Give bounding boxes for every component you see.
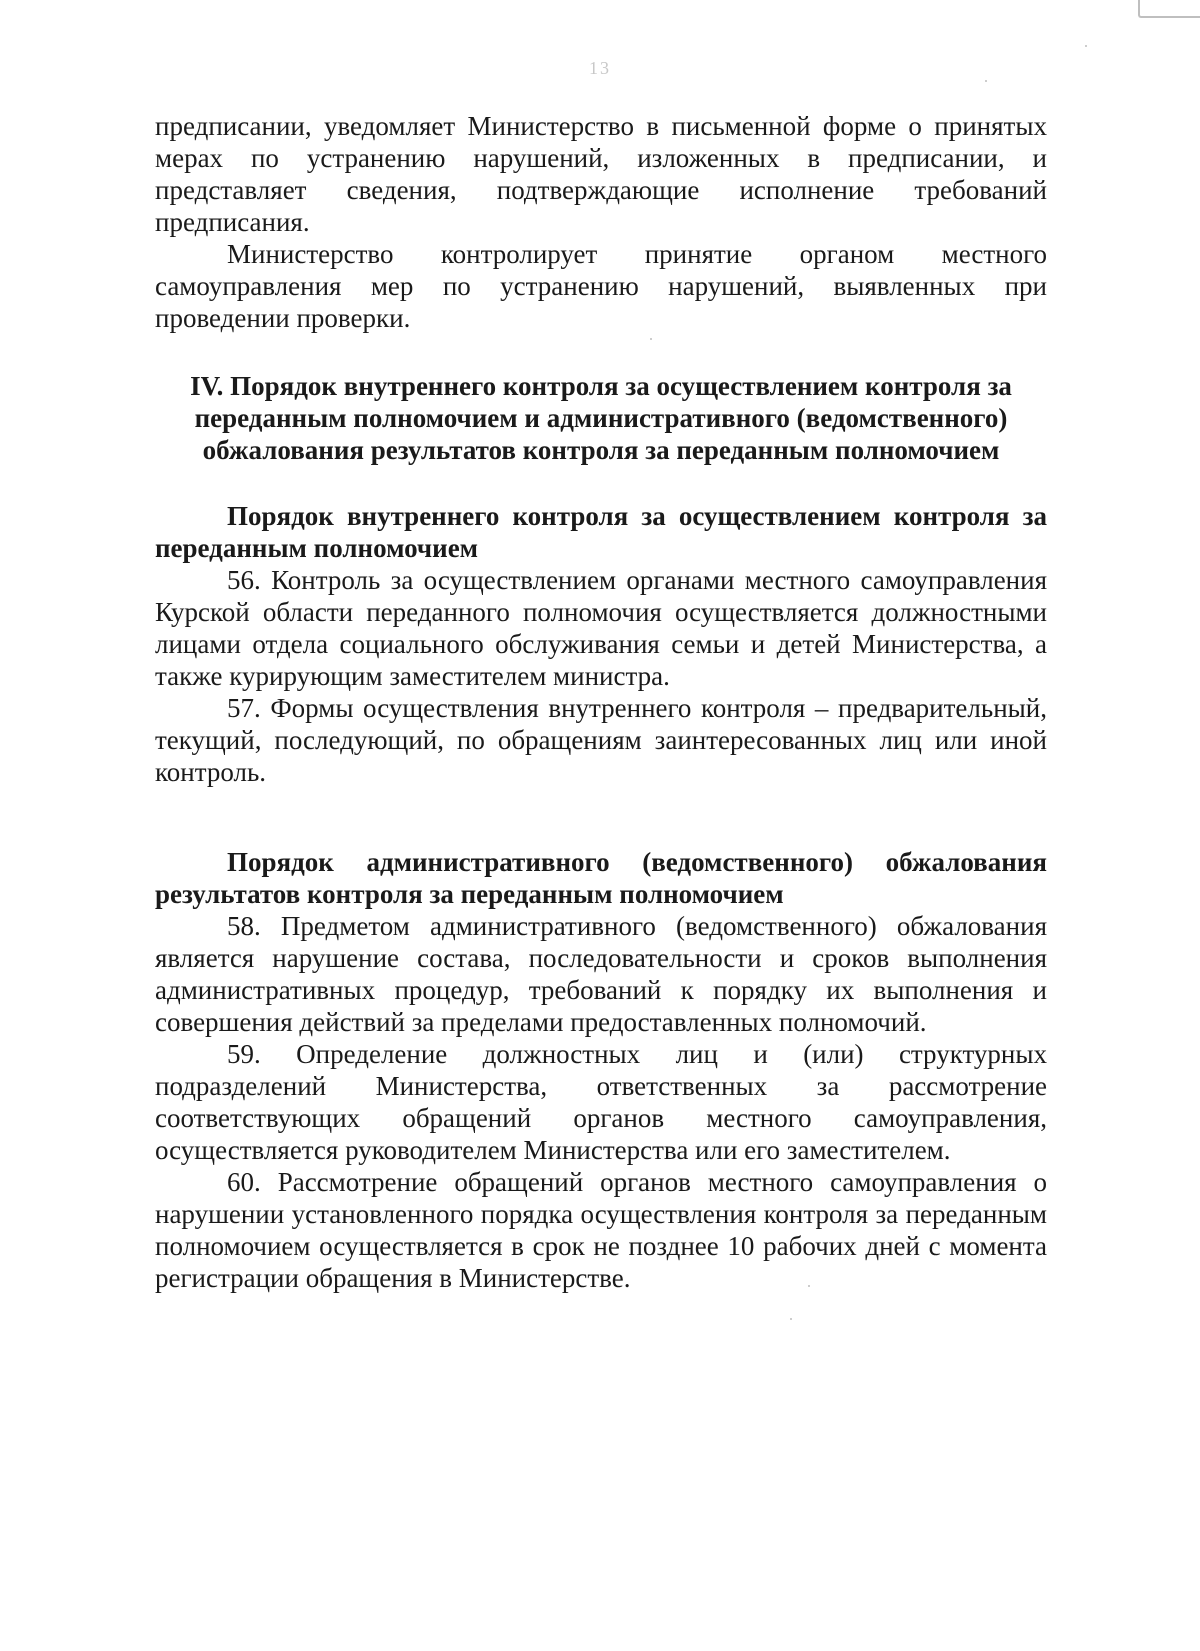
scan-speck (808, 1285, 810, 1287)
section-iv-title: IV. Порядок внутреннего контроля за осуществлением контроля за переданным полномочием и административного (ведомственного) обжалования результатов контроля за переданным полномочием (190, 371, 1012, 465)
paragraph-56: 56. Контроль за осуществлением органами местного самоуправления Курской области переданного полномочия осуществляется должностными лицами отдела социального обслуживания семьи и детей Министерства, а также курирующим заместителем министра. (155, 565, 1047, 691)
document-body (155, 110, 1047, 1294)
scan-speck (790, 1318, 792, 1320)
scan-speck (1085, 45, 1087, 47)
page-number: 13 (589, 58, 611, 78)
paragraph-57: 57. Формы осуществления внутреннего контроля – предварительный, текущий, последующий, по обращениям заинтересованных лиц или иной контроль. (155, 693, 1047, 787)
scan-speck (985, 80, 987, 82)
appeal-subtitle: Порядок административного (ведомственного) обжалования результатов контроля за переданным полномочием (155, 847, 1047, 909)
intro-paragraph-1: предписании, уведомляет Министерство в письменной форме о принятых мерах по устранению нарушений, изложенных в предписании, и представляет сведения, подтверждающие исполнение требований предписания. (155, 111, 1047, 237)
paragraph-59: 59. Определение должностных лиц и (или) структурных подразделений Министерства, ответственных за рассмотрение соответствующих обращений органов местного самоуправления, осуществляется руководителем Министерства или его заместителем. (155, 1039, 1047, 1165)
scan-corner-mark (1138, 0, 1200, 18)
scan-speck (650, 338, 652, 340)
internal-control-subtitle: Порядок внутреннего контроля за осуществлением контроля за переданным полномочием (155, 501, 1047, 563)
paragraph-58: 58. Предметом административного (ведомственного) обжалования является нарушение состава, последовательности и сроков выполнения административных процедур, требований к порядку их выполнения и совершения действий за пределами предоставленных полномочий. (155, 911, 1047, 1037)
intro-paragraph-2: Министерство контролирует принятие органом местного самоуправления мер по устранению нарушений, выявленных при проведении проверки. (155, 239, 1047, 333)
paragraph-60: 60. Рассмотрение обращений органов местного самоуправления о нарушении установленного порядка осуществления контроля за переданным полномочием осуществляется в срок не позднее 10 рабочих дней с момента регистрации обращения в Министерстве. (155, 1167, 1047, 1293)
